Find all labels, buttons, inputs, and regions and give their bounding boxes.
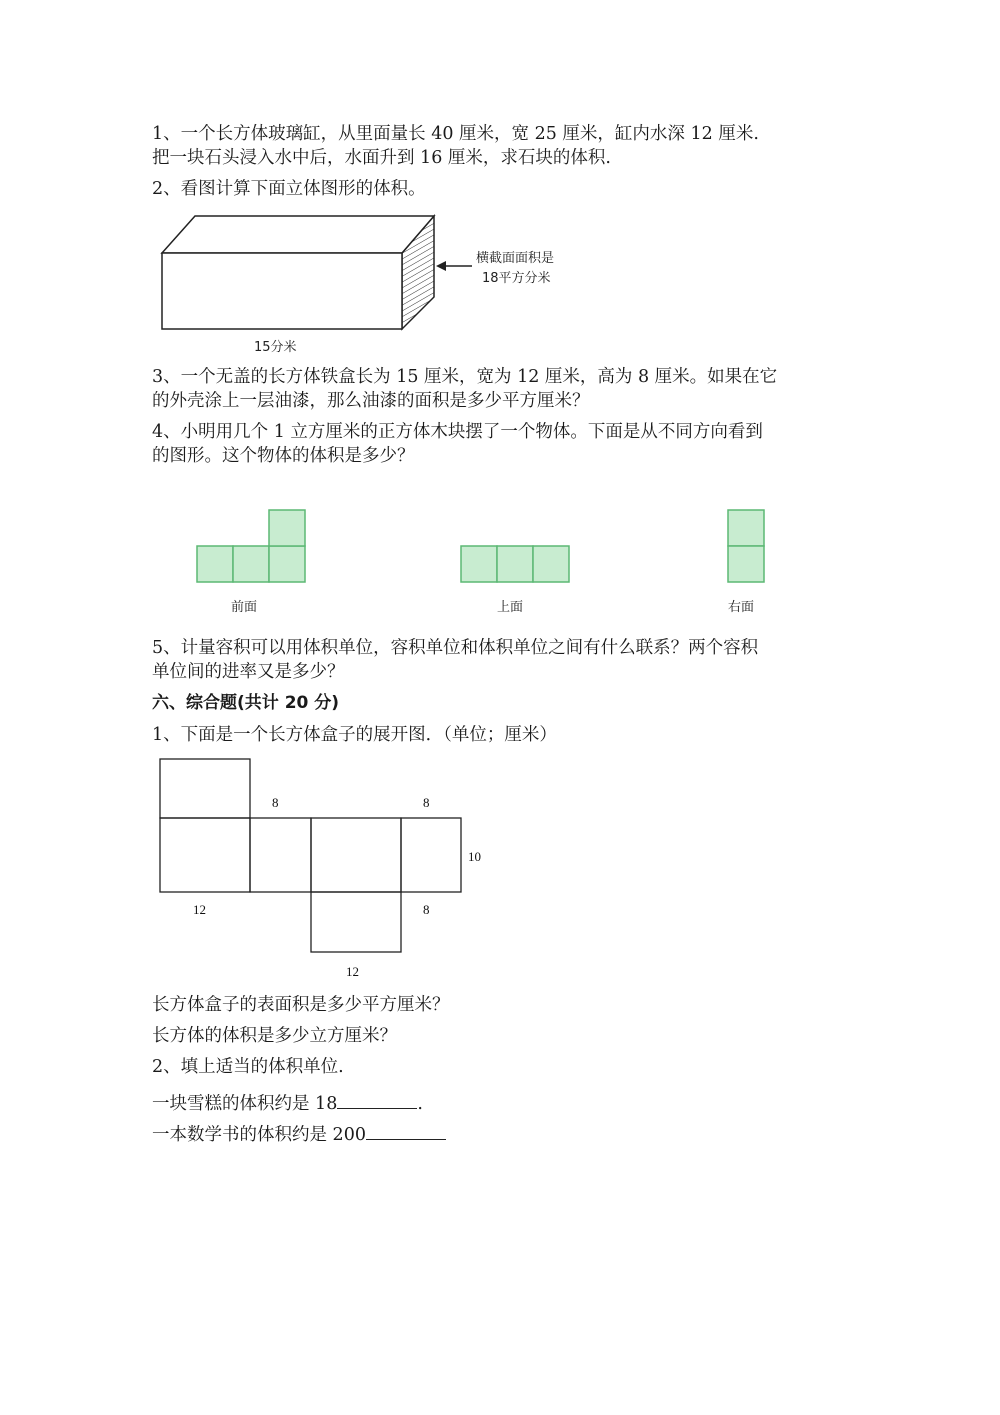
net-label-d: 12 (193, 902, 206, 917)
net-face-front (160, 818, 250, 892)
question-3-line-1: 3、一个无盖的长方体铁盒长为 15 厘米，宽为 12 厘米，高为 8 厘米。如果在它 (152, 367, 778, 387)
net-face-bottom (311, 892, 401, 952)
cross-section-annotation-1: 横截面面积是 (476, 251, 555, 266)
net-face-back (311, 818, 401, 892)
net-label-e: 8 (423, 902, 430, 917)
front-view (197, 510, 305, 582)
comprehensive-question-1a: 长方体盒子的表面积是多少平方厘米？ (152, 995, 450, 1015)
question-4-line-1: 4、小明用几个 1 立方厘米的正方体木块摆了一个物体。下面是从不同方向看到 (152, 422, 763, 442)
net-label-c: 10 (468, 849, 481, 864)
net-label-a: 8 (272, 795, 279, 810)
question-5-line-1: 5、计量容积可以用体积单位，容积单位和体积单位之间有什么联系？两个容积 (152, 638, 759, 658)
cuboid-figure (150, 208, 600, 358)
net-face-side-2 (401, 818, 461, 892)
fill-blank-a-prefix: 一块雪糕的体积约是 18 (152, 1094, 338, 1114)
section-heading: 六、综合题(共计 20 分) (152, 693, 340, 713)
net-label-b: 8 (423, 795, 430, 810)
fill-blank-b (152, 1121, 446, 1147)
question-4-line-2: 的图形。这个物体的体积是多少？ (152, 446, 415, 466)
right-view (728, 510, 764, 582)
fill-blank-a-blank[interactable] (337, 1090, 417, 1109)
right-view-label: 右面 (728, 600, 755, 615)
question-1-line-2: 把一块石头浸入水中后，水面升到 16 厘米，求石块的体积. (152, 148, 611, 168)
question-2: 2、看图计算下面立体图形的体积。 (152, 179, 426, 199)
arrow-head (436, 261, 446, 271)
box-net-diagram (150, 752, 510, 984)
top-view (461, 546, 569, 582)
fill-blank-a (152, 1090, 423, 1116)
fill-blank-b-blank[interactable] (366, 1121, 446, 1140)
front-face (162, 253, 402, 329)
net-face-side-1 (250, 818, 311, 892)
question-1-line-1: 1、一个长方体玻璃缸，从里面量长 40 厘米，宽 25 厘米，缸内水深 12 厘米. (152, 124, 759, 144)
comprehensive-question-1: 1、下面是一个长方体盒子的展开图．（单位；厘米） (152, 725, 557, 745)
comprehensive-question-2: 2、填上适当的体积单位. (152, 1057, 344, 1077)
top-view-label: 上面 (497, 600, 524, 615)
net-face-top (160, 759, 250, 818)
question-3-line-2: 的外壳涂上一层油漆，那么油漆的面积是多少平方厘米？ (152, 391, 590, 411)
net-label-f: 12 (346, 964, 359, 979)
cross-section-annotation-2: 18平方分米 (482, 271, 551, 286)
fill-blank-a-suffix: . (417, 1094, 423, 1114)
front-view-label: 前面 (231, 600, 258, 615)
top-face (162, 216, 434, 253)
question-5-line-2: 单位间的进率又是多少？ (152, 662, 345, 682)
fill-blank-b-prefix: 一本数学书的体积约是 200 (152, 1125, 366, 1145)
length-label: 15分米 (254, 340, 297, 355)
three-views-figure (190, 505, 790, 620)
comprehensive-question-1b: 长方体的体积是多少立方厘米？ (152, 1026, 397, 1046)
